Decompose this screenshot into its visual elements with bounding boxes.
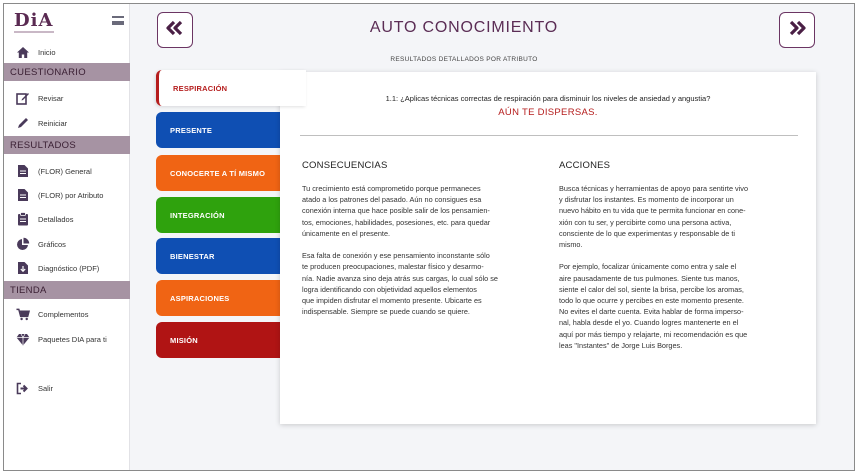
edit-icon [16, 91, 30, 105]
tab-mision[interactable]: MISIÓN [156, 322, 280, 358]
sidebar-item-revisar[interactable] [4, 87, 130, 109]
acciones-text: Busca técnicas y herramientas de apoyo para sentirte vivo y disfrutar los instantes. Es momento de incorporar un nuevo hábito en tu vida que te permita funcionar en cone- xión con tu ser, y percibirte como una persona activa, consciente de lo que experimentas y responsable de ti mismo. Por ejemplo, focalizar únicamente como entra y sale el aire pausadamente de tus pulmones. Siente tus manos, siente el calor del sol, siente la brisa, percibe los aromas, todo lo que ocurre y percibes en este momento presente. No evites el darte cuenta. Evita hablar de forma imperso- nal, habla desde el yo. Cuando logres mantenerte en el aquí por más tiempo y relajarte, mi recomendación es que leas "Instantes" de Jorge Luis Borges. [559, 184, 749, 350]
next-button[interactable] [779, 12, 815, 48]
result-card [280, 72, 816, 424]
section-resultados: RESULTADOS [4, 136, 130, 154]
sidebar [4, 4, 130, 470]
previous-button[interactable] [157, 12, 193, 48]
clipboard-icon [16, 212, 30, 226]
sidebar-item-detallados[interactable] [4, 208, 130, 230]
sidebar-item-flor-general[interactable] [4, 160, 130, 182]
app-window [3, 3, 855, 471]
divider [300, 135, 798, 136]
page-subtitle: RESULTADOS DETALLADOS POR ATRIBUTO [390, 56, 538, 63]
sidebar-item-label: Diagnóstico (PDF) [38, 263, 100, 273]
download-file-icon [16, 261, 30, 275]
section-cuestionario: CUESTIONARIO [4, 63, 130, 81]
tab-conocerte[interactable]: CONOCERTE A TÍ MISMO [156, 155, 280, 191]
sidebar-item-label: (FLOR) por Atributo [38, 190, 104, 200]
sidebar-item-label: Paquetes DIA para ti [38, 334, 107, 344]
sidebar-item-label: Gráficos [38, 239, 66, 249]
sidebar-item-graficos[interactable] [4, 233, 130, 255]
consecuencias-text: Tu crecimiento está comprometido porque permaneces atado a los patrones del pasado. Aún no consigues esa conexión interna que hace posible salir de los pensamien- tos, emociones, habilidades, posesiones, etc. para quedar únicamente en el presente. Esa falta de conexión y ese pensamiento inconstante sólo te producen preocupaciones, malestar físico y desarmo- nía. Nadie avanza sino deja atrás sus cargas, lo cual sólo se logra identificando con objetividad aquellos elementos que impiden disfrutar el momento presente. Ubicarte es indispensable. Siempre se puede cuando se quiere. [302, 184, 498, 317]
sidebar-item-paquetes[interactable] [4, 328, 130, 350]
gem-icon [16, 332, 30, 346]
tab-aspiraciones[interactable]: ASPIRACIONES [156, 280, 280, 316]
home-icon [16, 45, 30, 59]
sidebar-item-salir[interactable] [4, 377, 130, 399]
sidebar-item-label: Complementos [38, 309, 89, 319]
tab-respiracion[interactable]: RESPIRACIÓN [156, 70, 306, 106]
double-chevron-left-icon [165, 20, 185, 41]
sidebar-item-reiniciar[interactable] [4, 112, 130, 134]
sidebar-item-label: Detallados [38, 214, 74, 224]
sidebar-item-complementos[interactable] [4, 303, 130, 325]
section-tienda: TIENDA [4, 281, 130, 299]
sidebar-item-label: Revisar [38, 93, 64, 103]
pie-chart-icon [16, 237, 30, 251]
menu-icon[interactable] [112, 16, 124, 25]
sidebar-item-label: Salir [38, 383, 54, 393]
double-chevron-right-icon [787, 20, 807, 41]
tab-presente[interactable]: PRESENTE [156, 112, 280, 148]
brand-underline [14, 31, 54, 33]
sidebar-item-label: (FLOR) General [38, 166, 92, 176]
sidebar-item-flor-atributo[interactable] [4, 184, 130, 206]
brand-logo[interactable]: DiA [14, 10, 54, 31]
result-verdict: AÚN TE DISPERSAS. [498, 107, 598, 118]
sidebar-item-label: Reiniciar [38, 118, 68, 128]
sidebar-item-diagnostico-pdf[interactable] [4, 257, 130, 279]
file-icon [16, 188, 30, 202]
consecuencias-heading: CONSECUENCIAS [302, 160, 388, 171]
sidebar-item-inicio[interactable] [4, 41, 130, 63]
question-text: 1.1: ¿Aplicas técnicas correctas de respiración para disminuir los niveles de ansiedad y angustia? [385, 94, 711, 103]
page-title: AUTO CONOCIMIENTO [369, 19, 559, 36]
cart-icon [16, 307, 30, 321]
sign-out-icon [16, 381, 30, 395]
tab-integracion[interactable]: INTEGRACIÓN [156, 197, 280, 233]
tab-bienestar[interactable]: BIENESTAR [156, 238, 280, 274]
pencil-icon [16, 116, 30, 130]
sidebar-item-label: Inicio [38, 47, 56, 57]
file-icon [16, 164, 30, 178]
acciones-heading: ACCIONES [559, 160, 611, 171]
